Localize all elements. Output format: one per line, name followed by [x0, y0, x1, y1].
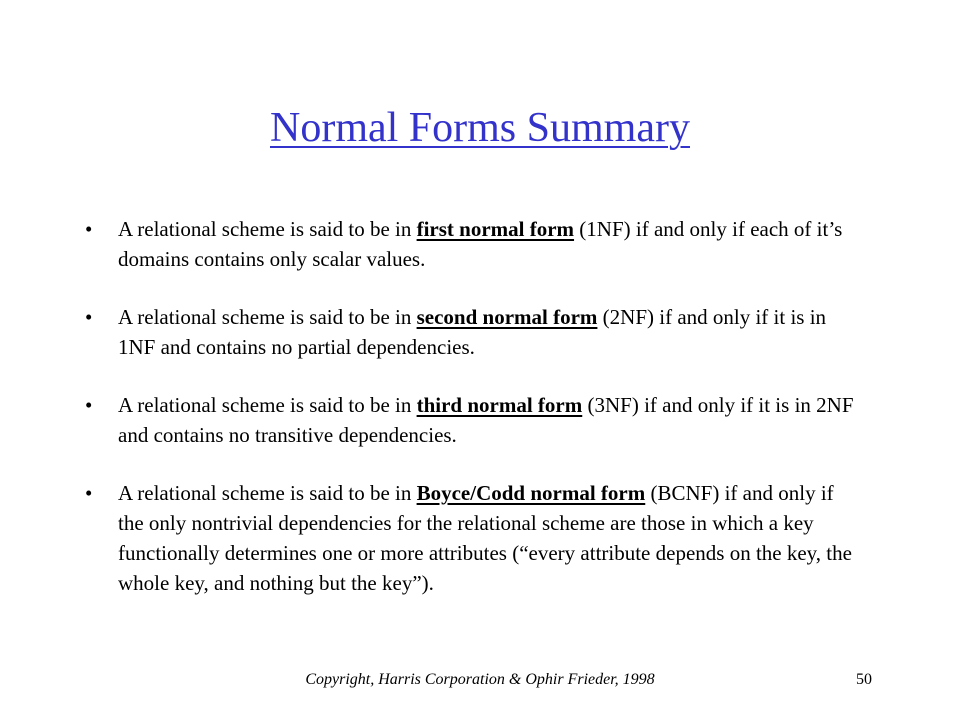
- bullet-list: [85, 214, 855, 626]
- page-number: 50: [856, 671, 872, 688]
- bullet-dot-icon: •: [85, 217, 93, 241]
- bullet-text-after: (1NF) if and only if each of it’s domains contains only scalar values.: [118, 217, 843, 271]
- bullet-1nf: [85, 214, 855, 274]
- term-second-normal-form: second normal form: [416, 305, 598, 329]
- bullet-text-before: A relational scheme is said to be in: [118, 393, 417, 417]
- bullet-3nf: [85, 390, 855, 450]
- term-boyce-codd-normal-form: Boyce/Codd normal form: [416, 481, 646, 505]
- bullet-2nf: [85, 302, 855, 362]
- bullet-text-before: A relational scheme is said to be in: [118, 217, 417, 241]
- bullet-dot-icon: •: [85, 481, 93, 505]
- slide-title: [0, 98, 960, 158]
- bullet-text-before: A relational scheme is said to be in: [118, 305, 417, 329]
- bullet-dot-icon: •: [85, 305, 93, 329]
- bullet-bcnf: [85, 478, 855, 598]
- bullet-dot-icon: •: [85, 393, 93, 417]
- term-first-normal-form: first normal form: [416, 217, 575, 241]
- bullet-text-after: (3NF) if and only if it is in 2NF and contains no transitive dependencies.: [118, 393, 854, 447]
- bullet-text-after: (2NF) if and only if it is in 1NF and contains no partial dependencies.: [118, 305, 827, 359]
- term-third-normal-form: third normal form: [416, 393, 583, 417]
- bullet-text-before: A relational scheme is said to be in: [118, 481, 417, 505]
- copyright-notice: Copyright, Harris Corporation & Ophir Frieder, 1998: [305, 671, 655, 688]
- bullet-text-after: (BCNF) if and only if the only nontrivial dependencies for the relational scheme are those in which a key functionally determines one or more attributes (“every attribute depends on the key, the whole key, and nothing but the key”).: [118, 481, 852, 595]
- slide-title-text: Normal Forms Summary: [270, 105, 690, 151]
